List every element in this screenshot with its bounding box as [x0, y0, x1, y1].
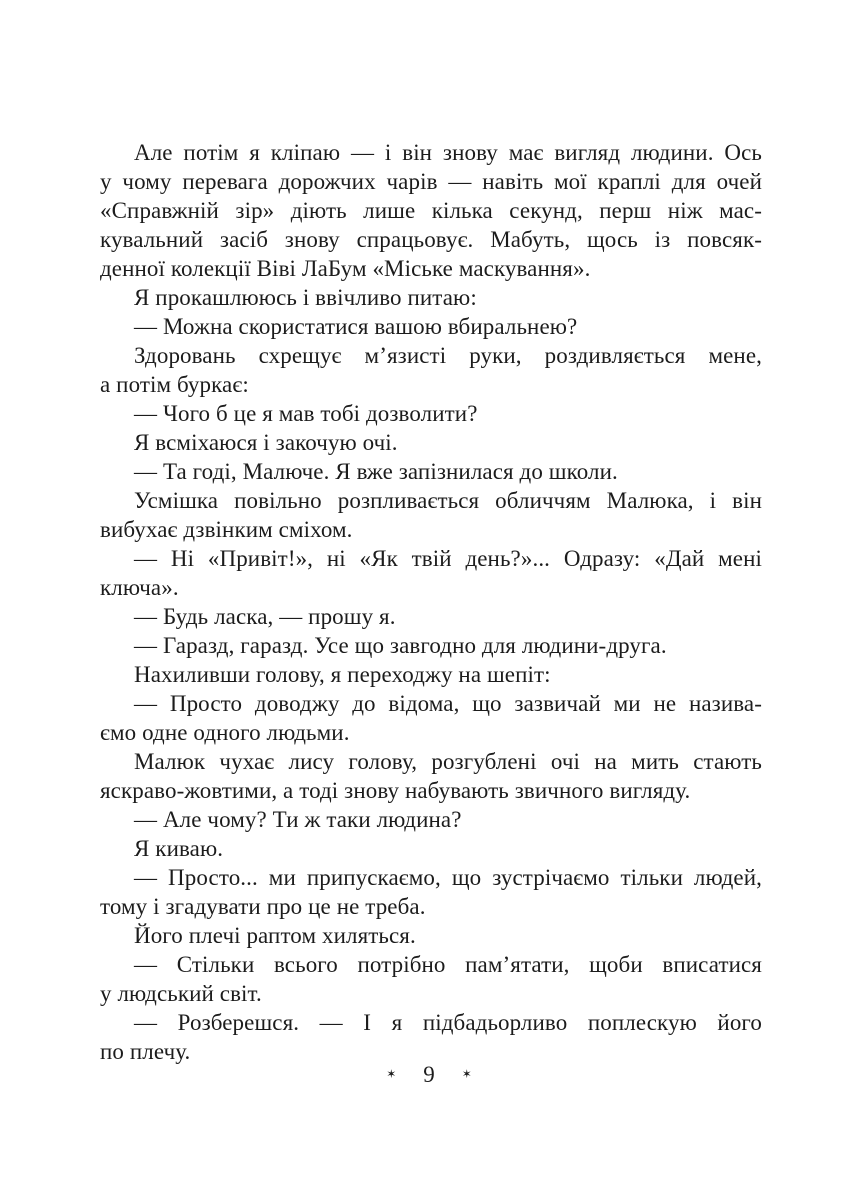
text-line: Малюк чухає лису голову, розгублені очі на мить стають — [134, 749, 762, 774]
footer-star-left-icon: ✶ — [386, 1067, 397, 1081]
text-line: яскраво-жовтими, а тоді знову набувають звичного вигляду. — [100, 778, 691, 803]
text-line: Його плечі раптом хиляться. — [134, 923, 416, 948]
footer-star-right-icon: ✶ — [461, 1067, 472, 1081]
text-line: «Справжній зір» діють лише кілька секунд, перш ніж мас- — [100, 198, 762, 223]
text-line: Я прокашлююсь і ввічливо питаю: — [134, 285, 477, 310]
text-line: — Просто доводжу до відома, що зазвичай ми не назива- — [134, 691, 762, 716]
text-line: Нахиливши голову, я переходжу на шепіт: — [134, 662, 551, 687]
text-line: — Стільки всього потрібно пам’ятати, щоби вписатися — [134, 952, 762, 977]
text-line: — Будь ласка, — прошу я. — [134, 604, 396, 629]
text-line: а потім буркає: — [100, 372, 249, 397]
text-line: Здоровань схрещує м’язисті руки, роздивляється мене, — [134, 343, 762, 368]
text-line: — Але чому? Ти ж таки людина? — [134, 807, 462, 832]
text-line: Але потім я кліпаю — і він знову має вигляд людини. Ось — [134, 140, 762, 165]
text-line: по плечу. — [100, 1039, 191, 1064]
text-line: — Чого б це я мав тобі дозволити? — [134, 401, 478, 426]
text-line: ключа». — [100, 575, 179, 600]
text-line: у людський світ. — [100, 981, 262, 1006]
text-line: — Можна скористатися вашою вбиральнею? — [134, 314, 578, 339]
text-line: Я киваю. — [134, 836, 224, 861]
text-line: — Та годі, Малюче. Я вже запізнилася до школи. — [134, 459, 618, 484]
text-line: Я всміхаюся і закочую очі. — [134, 430, 398, 455]
page-footer — [0, 1062, 858, 1088]
text-line: тому і згадувати про це не треба. — [100, 894, 426, 919]
text-line: Усмішка повільно розпливається обличчям Малюка, і він — [134, 488, 762, 513]
text-line: — Гаразд, гаразд. Усе що завгодно для людини-друга. — [134, 633, 667, 658]
text-line: ємо одне одного людьми. — [100, 720, 350, 745]
page-number: 9 — [423, 1062, 435, 1087]
text-line: — Розберешся. — І я підбадьорливо поплескую його — [134, 1010, 762, 1035]
text-line: вибухає дзвінким сміхом. — [100, 517, 353, 542]
text-block — [100, 138, 762, 1066]
text-line: кувальний засіб знову спрацьовує. Мабуть, щось із повсяк- — [100, 227, 762, 252]
text-line: у чому перевага дорожчих чарів — навіть мої краплі для очей — [100, 169, 762, 194]
text-line: денної колекції Віві ЛаБум «Міське маскування». — [100, 256, 591, 281]
text-line: — Ні «Привіт!», ні «Як твій день?»... Одразу: «Дай мені — [134, 546, 762, 571]
text-line: — Просто... ми припускаємо, що зустрічаємо тільки людей, — [134, 865, 762, 890]
